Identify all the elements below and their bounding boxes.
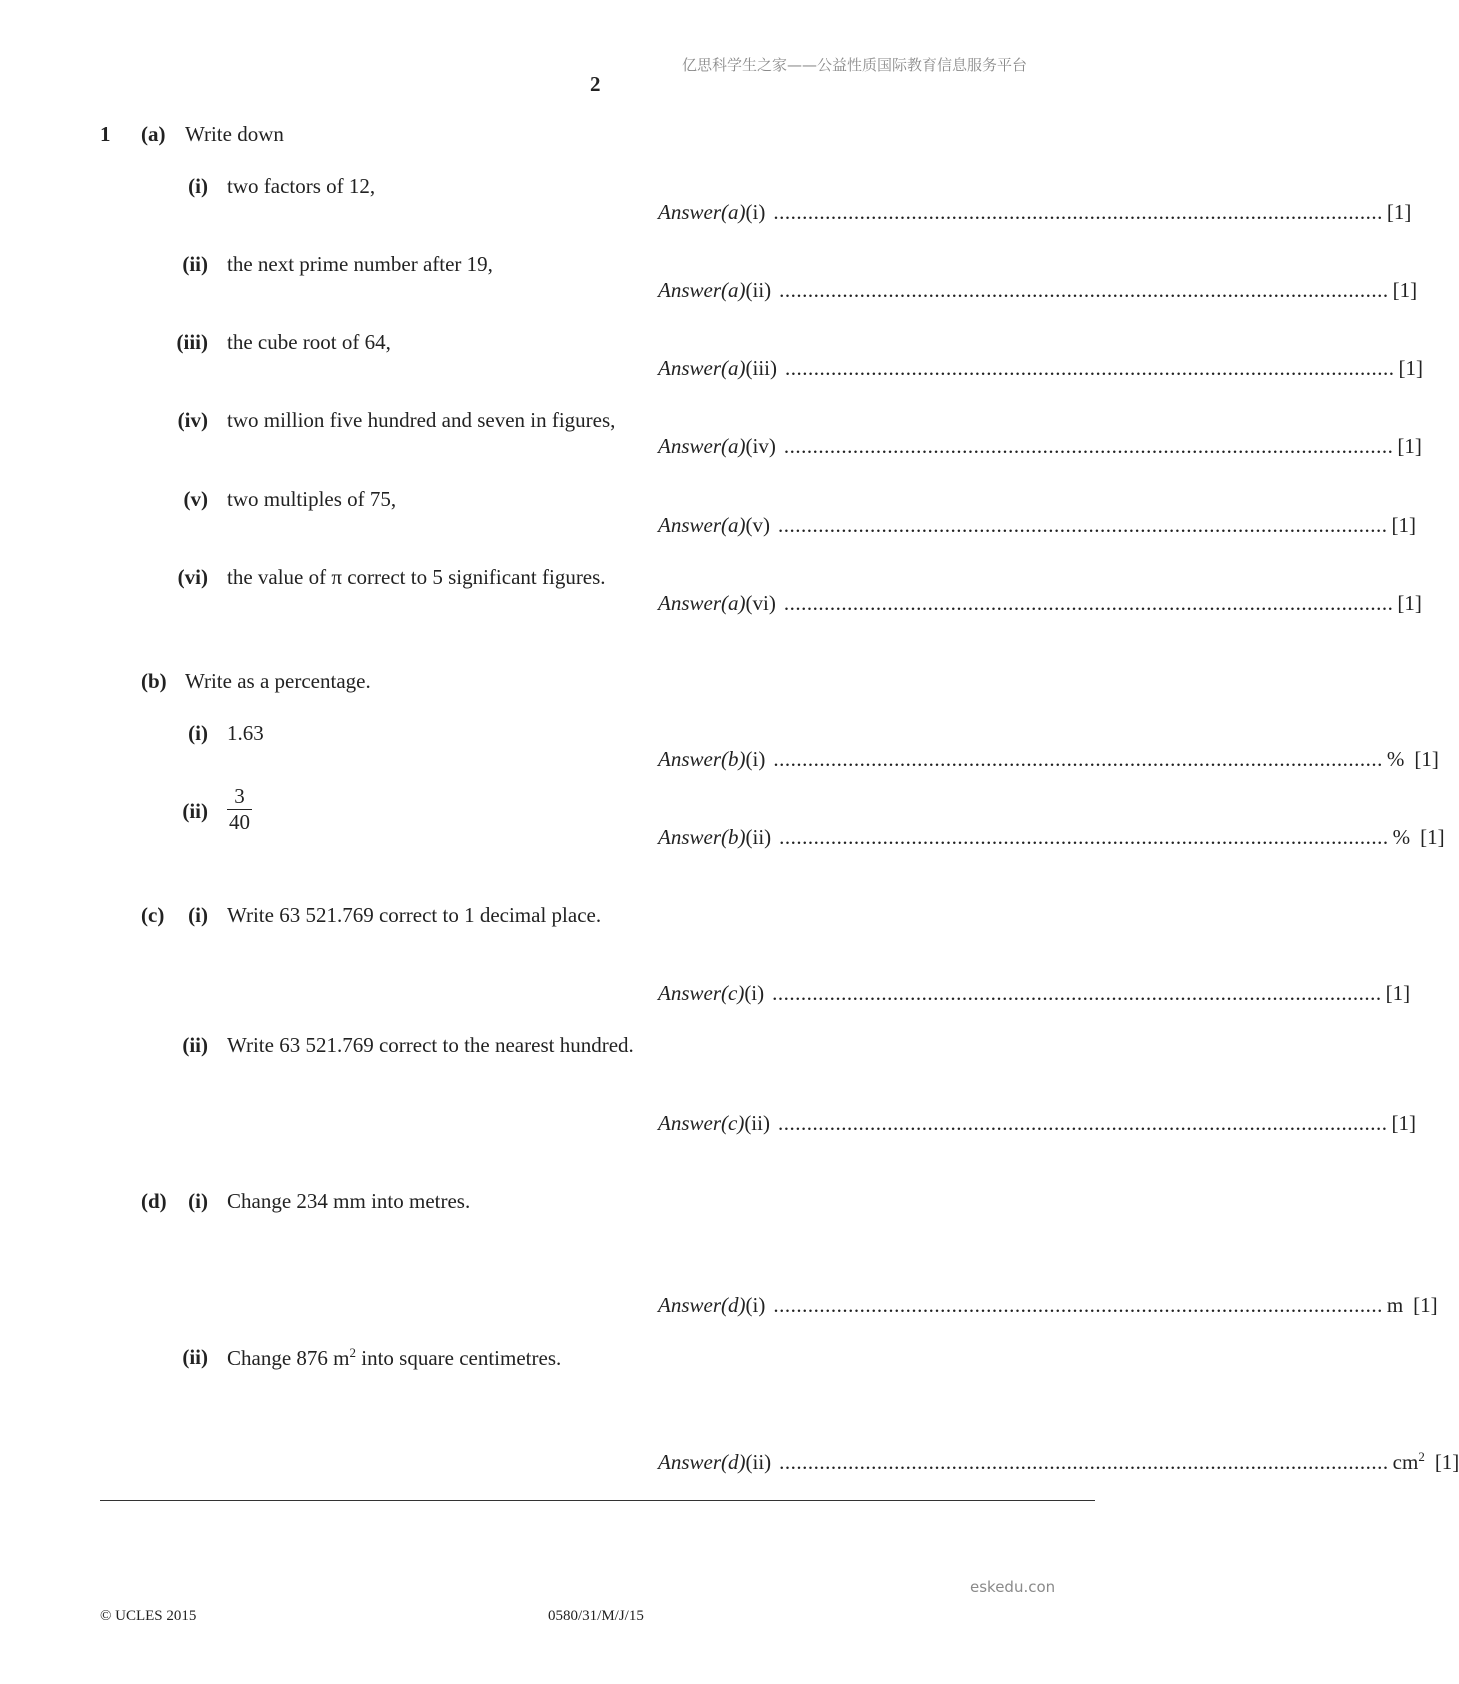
mark-allocation: [1] <box>1391 1111 1416 1135</box>
part-b-i-label: (i) <box>188 721 208 745</box>
answer-prefix: Answer(d) <box>658 1293 746 1317</box>
answer-line-a-iv[interactable] <box>658 434 1422 459</box>
part-a-text: Write down <box>185 122 284 146</box>
mark-allocation: [1] <box>1420 825 1445 849</box>
watermark-top: 亿思科学生之家——公益性质国际教育信息服务平台 <box>682 56 1028 74</box>
answer-prefix: Answer(c) <box>658 1111 745 1135</box>
answer-blank[interactable]: .......................................................................................................... <box>773 747 1383 771</box>
mark-allocation: [1] <box>1391 513 1416 537</box>
mark-allocation: [1] <box>1385 981 1411 1005</box>
answer-prefix: Answer(a) <box>658 434 746 458</box>
question-number: 1 <box>100 122 111 146</box>
part-d-ii-label: (ii) <box>182 1345 208 1369</box>
part-a-i-text: two factors of 12, <box>227 174 376 198</box>
answer-part: (i) <box>745 1293 766 1317</box>
answer-prefix: Answer(a) <box>658 356 746 380</box>
answer-prefix: Answer(a) <box>658 200 746 224</box>
answer-unit <box>1393 1449 1425 1475</box>
answer-blank[interactable]: .......................................................................................................... <box>783 434 1394 458</box>
answer-prefix: Answer(a) <box>658 278 746 302</box>
part-c-i-label: (i) <box>188 903 208 927</box>
answer-prefix: Answer(d) <box>658 1450 746 1474</box>
part-b-label: (b) <box>141 669 167 693</box>
answer-part: (ii) <box>745 825 772 849</box>
part-c-ii-label: (ii) <box>182 1033 208 1057</box>
mark-allocation: [1] <box>1397 591 1422 615</box>
part-a-vi-text: the value of π correct to 5 significant figures. <box>227 565 606 589</box>
answer-line-c-i[interactable] <box>658 981 1411 1006</box>
fraction-denominator: 40 <box>229 810 250 834</box>
part-a-iii-text: the cube root of 64, <box>227 330 391 354</box>
part-a-iv-label: (iv) <box>177 408 208 432</box>
answer-prefix: Answer(b) <box>658 747 746 771</box>
fraction-numerator: 3 <box>227 786 252 810</box>
part-d-ii-text <box>227 1345 561 1371</box>
part-a-vi-label: (vi) <box>177 565 208 589</box>
answer-line-d-i[interactable] <box>658 1293 1438 1318</box>
answer-prefix: Answer(a) <box>658 591 746 615</box>
answer-line-b-ii[interactable] <box>658 825 1445 850</box>
part-b-ii-label: (ii) <box>182 799 208 823</box>
answer-part: (vi) <box>745 591 776 615</box>
answer-prefix: Answer(b) <box>658 825 746 849</box>
answer-unit: % <box>1392 825 1411 849</box>
mark-allocation: [1] <box>1386 200 1412 224</box>
answer-line-a-i[interactable] <box>658 200 1412 225</box>
answer-blank[interactable]: .......................................................................................................... <box>779 1450 1389 1474</box>
answer-line-a-ii[interactable] <box>658 278 1418 303</box>
answer-unit: % <box>1386 747 1405 771</box>
mark-allocation: [1] <box>1434 1450 1459 1474</box>
answer-blank[interactable]: .......................................................................................................... <box>772 981 1382 1005</box>
answer-line-c-ii[interactable] <box>658 1111 1416 1136</box>
mark-allocation: [1] <box>1397 434 1422 458</box>
part-a-ii-text: the next prime number after 19, <box>227 252 493 276</box>
answer-line-b-i[interactable] <box>658 747 1439 772</box>
part-b-i-text: 1.63 <box>227 721 264 745</box>
part-c-i-text: Write 63 521.769 correct to 1 decimal place. <box>227 903 602 927</box>
unit-superscript: 2 <box>1418 1449 1425 1464</box>
part-c-ii-text: Write 63 521.769 correct to the nearest hundred. <box>227 1033 634 1057</box>
watermark-bottom: eskedu.con <box>970 1578 1056 1596</box>
part-b-text: Write as a percentage. <box>185 669 371 693</box>
answer-line-a-vi[interactable] <box>658 591 1422 616</box>
mark-allocation: [1] <box>1414 747 1439 771</box>
answer-part: (ii) <box>744 1111 770 1135</box>
answer-unit: m <box>1386 1293 1404 1317</box>
mark-allocation: [1] <box>1392 278 1418 302</box>
part-d-ii-text-after: into square centimetres. <box>355 1346 562 1370</box>
answer-part: (iv) <box>745 434 776 458</box>
mark-allocation: [1] <box>1413 1293 1438 1317</box>
footer-copyright: © UCLES 2015 <box>100 1608 197 1624</box>
part-d-label: (d) <box>141 1189 167 1213</box>
part-c-label: (c) <box>141 903 165 927</box>
divider-rule <box>100 1500 1095 1501</box>
superscript: 2 <box>349 1345 356 1360</box>
page-number: 2 <box>590 72 601 96</box>
answer-unit-text: cm <box>1392 1450 1419 1474</box>
answer-blank[interactable]: .......................................................................................................... <box>777 1111 1388 1135</box>
part-a-label: (a) <box>141 122 166 146</box>
answer-part: (i) <box>744 981 765 1005</box>
answer-prefix: Answer(a) <box>658 513 746 537</box>
answer-part: (ii) <box>745 1450 772 1474</box>
part-a-v-label: (v) <box>183 487 208 511</box>
footer-code: 0580/31/M/J/15 <box>548 1608 644 1624</box>
answer-blank[interactable]: .......................................................................................................... <box>778 513 1388 537</box>
part-d-ii-text-before: Change 876 m <box>227 1346 350 1370</box>
answer-line-a-v[interactable] <box>658 513 1416 538</box>
answer-part: (ii) <box>745 278 772 302</box>
answer-blank[interactable]: .......................................................................................................... <box>785 356 1395 380</box>
part-d-i-label: (i) <box>188 1189 208 1213</box>
answer-blank[interactable]: .......................................................................................................... <box>779 278 1389 302</box>
answer-line-d-ii[interactable] <box>658 1449 1459 1475</box>
part-d-i-text: Change 234 mm into metres. <box>227 1189 471 1213</box>
answer-prefix: Answer(c) <box>658 981 745 1005</box>
answer-blank[interactable]: .......................................................................................................... <box>773 200 1383 224</box>
answer-blank[interactable]: .......................................................................................................... <box>779 825 1389 849</box>
fraction <box>227 786 252 833</box>
part-a-iv-text: two million five hundred and seven in figures, <box>227 408 616 432</box>
answer-part: (iii) <box>745 356 777 380</box>
mark-allocation: [1] <box>1398 356 1423 380</box>
answer-line-a-iii[interactable] <box>658 356 1423 381</box>
part-a-ii-label: (ii) <box>182 252 208 276</box>
answer-part: (v) <box>745 513 770 537</box>
part-a-v-text: two multiples of 75, <box>227 487 397 511</box>
answer-part: (i) <box>745 200 766 224</box>
part-a-iii-label: (iii) <box>176 330 208 354</box>
answer-part: (i) <box>745 747 766 771</box>
answer-blank[interactable]: .......................................................................................................... <box>783 591 1394 615</box>
part-a-i-label: (i) <box>188 174 208 198</box>
answer-blank[interactable]: .......................................................................................................... <box>773 1293 1383 1317</box>
